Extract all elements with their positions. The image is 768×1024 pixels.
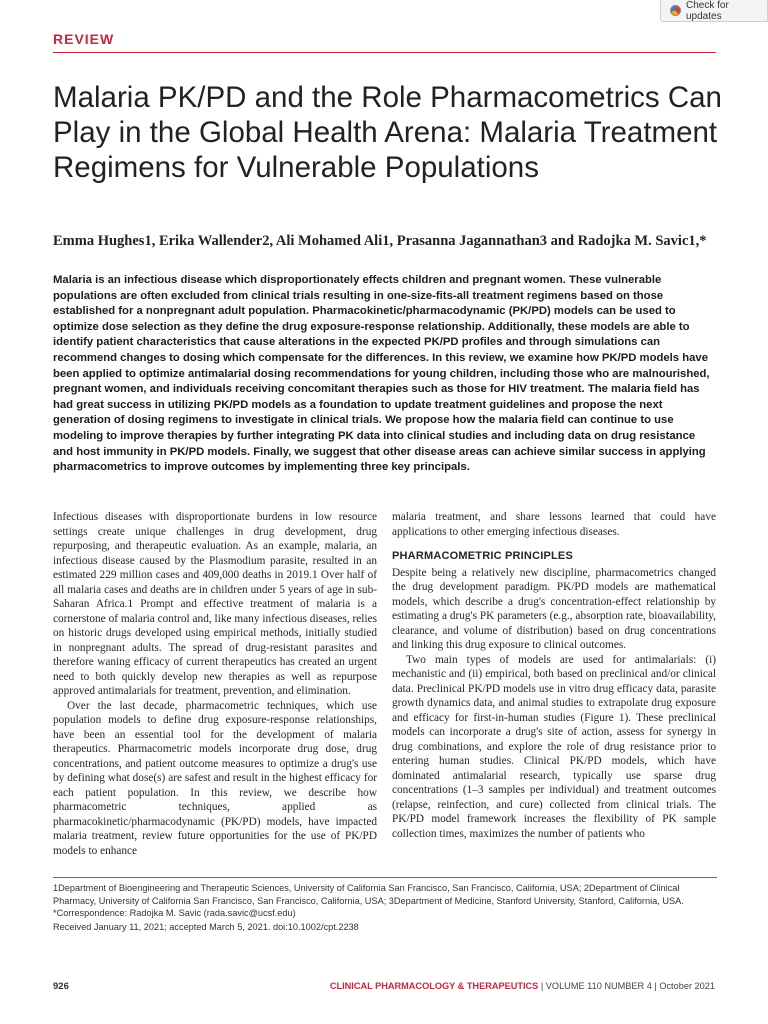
article-title: Malaria PK/PD and the Role Pharmacometrics Can Play in the Global Health Arena: Malaria Treatment Regimens for Vulnerable Populations <box>53 81 722 184</box>
volume-info: | VOLUME 110 NUMBER 4 | October 2021 <box>540 981 715 991</box>
body-paragraph: Despite being a relatively new discipline, pharmacometrics changed the drug development paradigm. PK/PD models are mathematical models, which describe a drug's concentration-effect relationship by estimating a drug's PK parameters (e.g., absorption rate, bioavailability, clearance, and volume of distribution) based on drug concentrations and linking this drug exposure to clinical outcomes. <box>392 566 716 651</box>
crossmark-icon <box>670 5 681 16</box>
body-column-right <box>392 510 716 841</box>
journal-footer <box>300 981 715 991</box>
author-list: Emma Hughes1, Erika Wallender2, Ali Mohamed Ali1, Prasanna Jagannathan3 and Radojka M. Savic1,* <box>53 233 707 249</box>
body-paragraph: Over the last decade, pharmacometric techniques, which use population models to define drug exposure-response relationships, have been an essential tool for the development of malaria therapeutics. Pharmacometric models incorporate drug dose, drug concentrations, and patient outcome measures to optimize a drug's use by defining what dose(s) are safest and result in the highest efficacy for each patient population. In this review, we describe how pharmacometric techniques, applied as pharmacokinetic/pharmacodynamic (PK/PD) models, have impacted malaria treatment, review future opportunities for the use of PK/PD models to enhance <box>53 699 377 857</box>
abstract: Malaria is an infectious disease which disproportionately effects children and pregnant women. These vulnerable populations are often excluded from clinical trials resulting in one-size-fits-all treatment regimens based on those established for a nonpregnant adult population. Pharmacokinetic/pharmacodynamic (PK/PD) models can be used to optimize dose selection as they define the drug exposure-response relationship. Additionally, these models are able to identify patient characteristics that cause alterations in the expected PK/PD profiles and through simulations can recommend changes to dosing which compensate for the differences. In this review, we examine how PK/PD models have been applied to optimize antimalarial dosing recommendations for young children, including those who are malnourished, pregnant women, and individuals receiving concomitant therapies such as those for HIV treatment. The malaria field has had great success in utilizing PK/PD models as a foundation to update treatment guidelines and propose the next generation of dosing regimens to investigate in clinical trials. We propose how the malaria field can continue to use modeling to improve therapies by further integrating PK data into clinical studies and including data on drug resistance and host immunity in PK/PD models. Finally, we suggest that other disease areas can achieve similar success in applying pharmacometrics to improve outcomes by implementing three key principals. <box>53 274 710 474</box>
section-heading: PHARMACOMETRIC PRINCIPLES <box>392 550 574 562</box>
body-paragraph: Infectious diseases with disproportionate burdens in low resource settings create unique challenges in drug development, drug repurposing, and therapeutic evaluation. As an example, malaria, an infectious disease caused by the Plasmodium parasite, resulted in an estimated 229 million cases and 409,000 deaths in 2019.1 Over half of all malaria cases and deaths are in children under 5 years of age in sub-Saharan Africa.1 Prompt and effective treatment of malaria is a cornerstone of malaria control and, like many infectious diseases, relies on historic drugs developed using empirical methods, initially studied in nonpregnant adults. The spread of drug-resistant parasites and therefore waning efficacy of current therapeutics has created an urgent need to both quickly develop new therapies as well as repurpose approved antimalarials for treatment, prevention, and elimination. <box>53 511 377 697</box>
page-number: 926 <box>53 981 69 992</box>
body-column-left <box>53 510 377 858</box>
received-line: Received January 11, 2021; accepted March 5, 2021. doi:10.1002/cpt.2238 <box>53 922 359 932</box>
body-paragraph: Two main types of models are used for antimalarials: (i) mechanistic and (ii) empirical, both based on preclinical and/or clinical data. Preclinical PK/PD models use in vitro drug efficacy data, parasite growth dynamics data, and animal studies to extrapolate drug exposure and efficacy for first-in-human studies (Figure 1). These preclinical models can incorporate a drug's site of action, assess for synergy in drug combinations, and explore the role of drug resistance prior to entering human studies. Clinical PK/PD models, which have dominated antimalarial research, typically use sparse drug concentrations (1–3 samples per individual) and treatment outcomes (relapse, reinfection, and cure) collected from clinical trials. The PK/PD model framework increases the flexibility of PK sample collection times, maximizes the number of patients who <box>392 653 716 840</box>
check-for-updates-button[interactable] <box>660 0 768 22</box>
section-label: REVIEW <box>53 31 115 47</box>
affiliations: 1Department of Bioengineering and Therapeutic Sciences, University of California San Francisco, San Francisco, California, USA; 2Department of Clinical Pharmacy, University of California San Francisco, San Francisco, California, USA; 3Department of Medicine, Stanford University, Stanford, California, USA. *Correspondence: Radojka M. Savic (rada.savic@ucsf.edu) <box>53 883 684 918</box>
check-for-updates-label: Check for updates <box>685 0 729 22</box>
header-rule <box>53 52 716 53</box>
journal-name: CLINICAL PHARMACOLOGY & THERAPEUTICS <box>329 981 539 991</box>
body-paragraph: malaria treatment, and share lessons learned that could have applications to other emerging infectious diseases. <box>392 511 716 538</box>
footnote-rule <box>53 877 717 878</box>
